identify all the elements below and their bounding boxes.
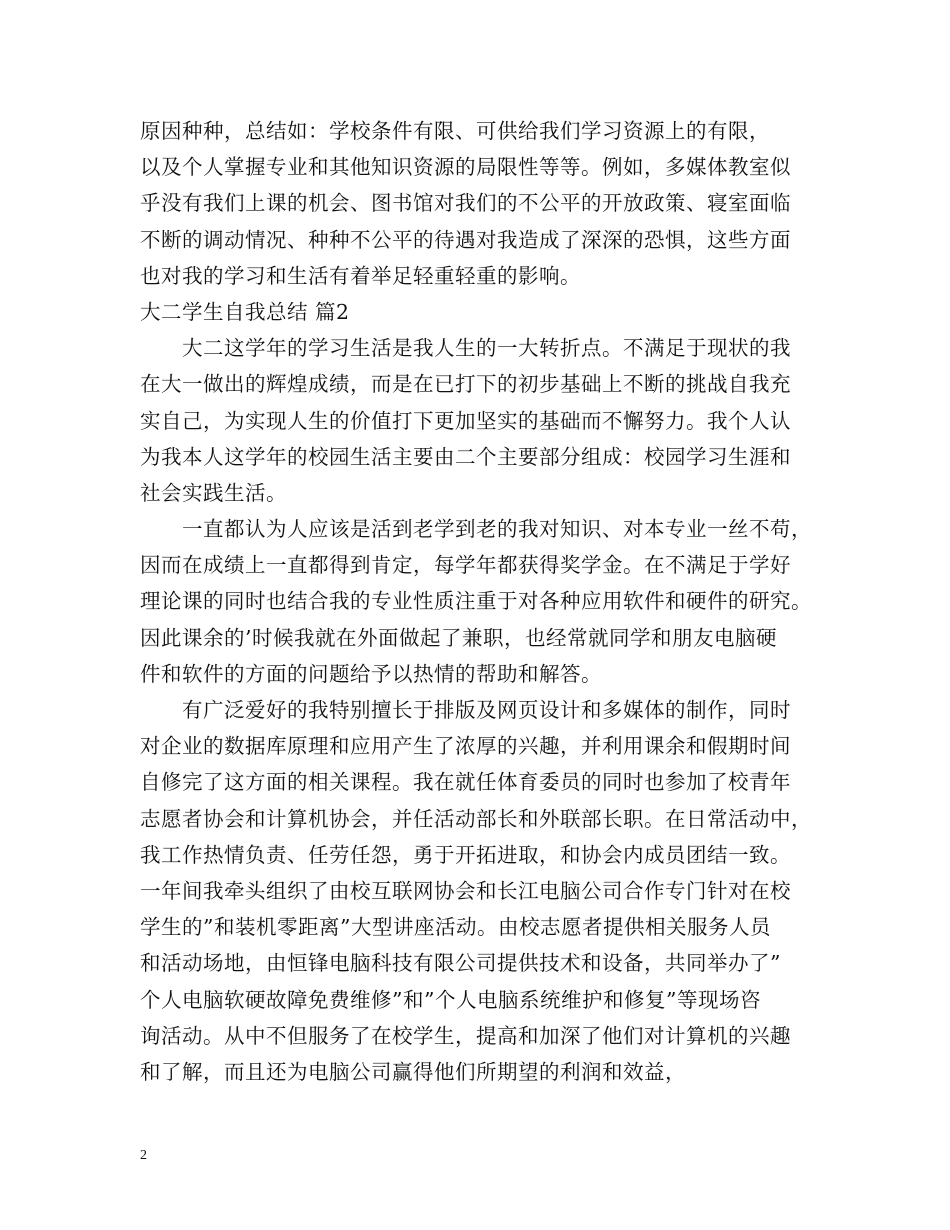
text-line: 因而在成绩上一直都得到肯定，每学年都获得奖学金。在不满足于学好: [140, 553, 791, 578]
text-line: 个人电脑软硬故障免费维修”和”个人电脑系统维护和修复”等现场咨: [140, 987, 761, 1012]
text-line: 对企业的数据库原理和应用产生了浓厚的兴趣，并利用课余和假期时间: [140, 734, 791, 759]
text-line: 学生的”和装机零距离”大型讲座活动。由校志愿者提供相关服务人员: [140, 915, 771, 940]
text-line: 大二这学年的学习生活是我人生的一大转折点。不满足于现状的我: [140, 336, 791, 361]
text-line: 一直都认为人应该是活到老学到老的我对知识、对本专业一丝不苟，: [140, 517, 812, 542]
text-line: 实自己，为实现人生的价值打下更加坚实的基础而不懈努力。我个人认: [140, 408, 791, 433]
text-line: 以及个人掌握专业和其他知识资源的局限性等等。例如，多媒体教室似: [140, 155, 791, 180]
text-line: 自修完了这方面的相关课程。我在就任体育委员的同时也参加了校青年: [140, 770, 791, 795]
text-line: 我工作热情负责、任劳任怨，勇于开拓进取，和协会内成员团结一致。: [140, 842, 791, 867]
text-line: 志愿者协会和计算机协会，并任活动部长和外联部长职。在日常活动中，: [140, 806, 812, 831]
text-line: 乎没有我们上课的机会、图书馆对我们的不公平的开放政策、寝室面临: [140, 191, 791, 216]
text-line: 理论课的同时也结合我的专业性质注重于对各种应用软件和硬件的研究。: [140, 589, 812, 614]
text-line: 件和软件的方面的问题给予以热情的帮助和解答。: [140, 661, 602, 686]
text-line: 询活动。从中不但服务了在校学生，提高和加深了他们对计算机的兴趣: [140, 1023, 791, 1048]
text-line: 在大一做出的辉煌成绩，而是在已打下的初步基础上不断的挑战自我充: [140, 372, 791, 397]
text-line: 因此课余的’时候我就在外面做起了兼职，也经常就同学和朋友电脑硬: [140, 625, 778, 650]
text-line: 为我本人这学年的校园生活主要由二个主要部分组成：校园学习生涯和: [140, 444, 791, 469]
text-line: 一年间我牵头组织了由校互联网协会和长江电脑公司合作专门针对在校: [140, 878, 791, 903]
text-line: 不断的调动情况、种种不公平的待遇对我造成了深深的恐惧，这些方面: [140, 227, 791, 252]
text-line: 和活动场地，由恒锋电脑科技有限公司提供技术和设备，共同举办了”: [140, 951, 781, 976]
text-line: 原因种种，总结如：学校条件有限、可供给我们学习资源上的有限，: [140, 119, 770, 143]
text-line: 也对我的学习和生活有着举足轻重轻重的影响。: [140, 263, 581, 288]
text-line: 社会实践生活。: [140, 480, 287, 505]
page-number: 2: [140, 1148, 147, 1163]
text-line: 和了解，而且还为电脑公司赢得他们所期望的利润和效益，: [140, 1059, 686, 1084]
text-line: 有广泛爱好的我特别擅长于排版及网页设计和多媒体的制作，同时: [140, 698, 791, 722]
body-text: [140, 113, 830, 1090]
section-heading: 大二学生自我总结 篇2: [140, 299, 350, 324]
